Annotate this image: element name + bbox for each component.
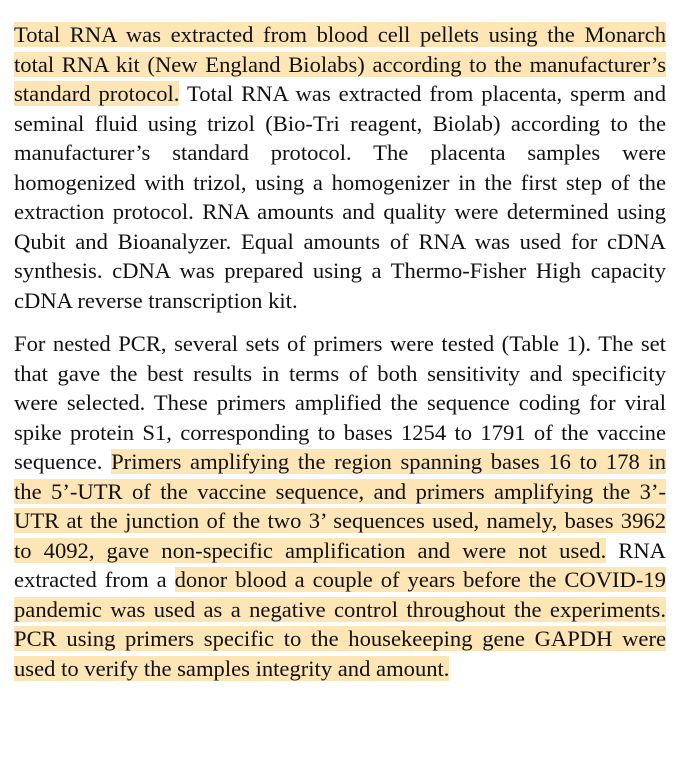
body-text: Total RNA was extracted from placenta, sperm and seminal fluid using trizol (Bio-Tri reagent, Biolab) according to the manufacturer’s standard protocol. The placenta samples were homogenized with trizol, using a homogenizer in the first step of the extraction protocol. RNA amounts and quality were determined using Qubit and Bioanalyzer. Equal amounts of RNA was used for cDNA synthesis. cDNA was prepared using a Thermo-Fisher High capacity cDNA reverse transcription kit. [14,81,666,313]
body-text: For nested PCR, several sets of primers were tested (Table 1). The set that gave the best results in terms of both sensitivity and specificity were selected. These primers amplified the sequence coding for viral spike protein S1, corresponding to bases 1254 to 1791 of the vaccine sequence. [14,331,666,474]
highlighted-text: Total RNA was extracted from blood cell pellets using the Monarch total RNA kit (New England Biolabs) according to the manufacturer’s standard protocol. [14,22,666,106]
highlighted-text: Primers amplifying the region spanning bases 16 to 178 in the 5’-UTR of the vaccine sequence, and primers amplifying the 3’-UTR at the junction of the two 3’ sequences used, namely, bases 3962 to 4092, gave non-specific amplification and were not used. [14,449,666,563]
highlighted-text: donor blood a couple of years before the COVID-19 pandemic was used as a negative control throughout the experiments. PCR using primers specific to the housekeeping gene GAPDH were used to verify the samples integrity and amount. [14,567,666,681]
paragraph-rna-extraction [14,20,666,315]
body-text: RNA extracted from a [14,537,666,592]
document-body [14,20,666,683]
paragraph-nested-pcr [14,329,666,683]
